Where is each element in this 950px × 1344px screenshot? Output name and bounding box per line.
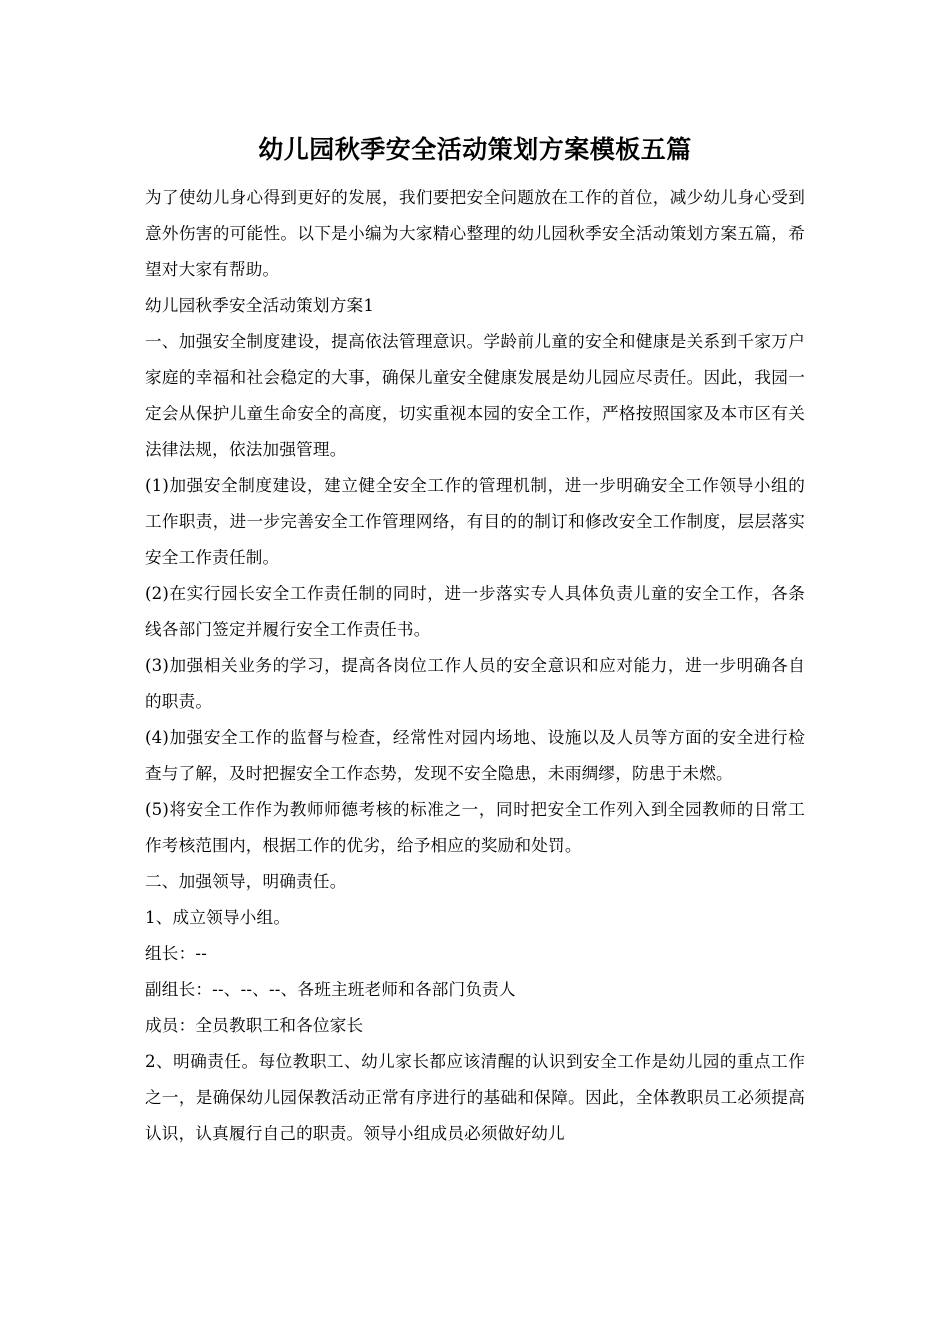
list-item: (3)加强相关业务的学习，提高各岗位工作人员的安全意识和应对能力，进一步明确各自的职责。: [145, 656, 805, 711]
list-item: (4)加强安全工作的监督与检查，经常性对园内场地、设施以及人员等方面的安全进行检查与了解，及时把握安全工作态势，发现不安全隐患，未雨绸缪，防患于未燃。: [145, 728, 805, 783]
list-item: (5)将安全工作作为教师师德考核的标准之一，同时把安全工作列入到全园教师的日常工作考核范围内，根据工作的优劣，给予相应的奖励和处罚。: [145, 800, 805, 855]
paragraph-intro: 为了使幼儿身心得到更好的发展，我们要把安全问题放在工作的首位，减少幼儿身心受到意外伤害的可能性。以下是小编为大家精心整理的幼儿园秋季安全活动策划方案五篇，希望对大家有帮助。: [145, 188, 805, 279]
list-item: (2)在实行园长安全工作责任制的同时，进一步落实专人具体负责儿童的安全工作，各条线各部门签定并履行安全工作责任书。: [145, 584, 805, 639]
section-heading: 幼儿园秋季安全活动策划方案1: [145, 296, 375, 315]
document-title: 幼儿园秋季安全活动策划方案模板五篇: [258, 135, 692, 164]
paragraph: 组长：--: [145, 944, 207, 963]
paragraph: 成员：全员教职工和各位家长: [145, 1016, 364, 1035]
paragraph: 1、成立领导小组。: [145, 908, 291, 927]
list-item: (1)加强安全制度建设，建立健全安全工作的管理机制，进一步明确安全工作领导小组的工作职责，进一步完善安全工作管理网络，有目的的制订和修改安全工作制度，层层落实安全工作责任制。: [145, 476, 805, 567]
paragraph: 一、加强安全制度建设，提高依法管理意识。学龄前儿童的安全和健康是关系到千家万户家庭的幸福和社会稳定的大事，确保儿童安全健康发展是幼儿园应尽责任。因此，我园一定会从保护儿童生命安全的高度，切实重视本园的安全工作，严格按照国家及本市区有关法律法规，依法加强管理。: [145, 332, 805, 459]
paragraph: 二、加强领导，明确责任。: [145, 872, 347, 891]
paragraph: 2、明确责任。每位教职工、幼儿家长都应该清醒的认识到安全工作是幼儿园的重点工作之一，是确保幼儿园保教活动正常有序进行的基础和保障。因此，全体教职员工必须提高认识，认真履行自己的职责。领导小组成员必须做好幼儿: [145, 1052, 805, 1143]
document-body: [145, 180, 805, 1152]
paragraph: 副组长：--、--、--、各班主班老师和各部门负责人: [145, 980, 516, 999]
